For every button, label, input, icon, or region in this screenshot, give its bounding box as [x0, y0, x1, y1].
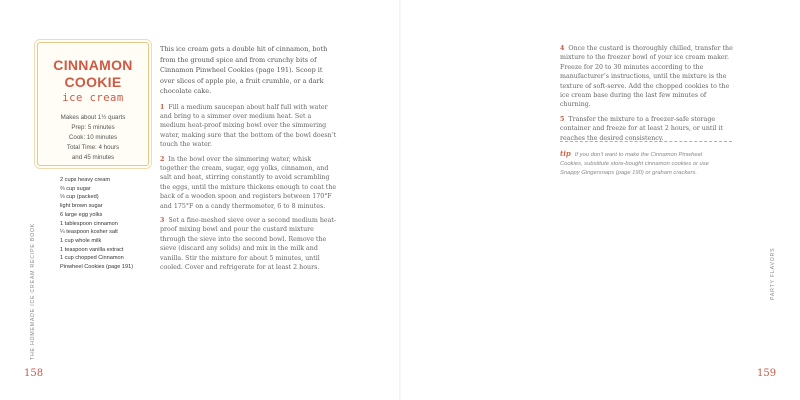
recipe-body-left	[160, 44, 338, 277]
ingredient-item: 1 teaspoon vanilla extract	[60, 246, 124, 253]
ingredient-item: 1 cup whole milk	[60, 237, 102, 244]
total-time: Total Time: 4 hours	[66, 144, 120, 151]
prep-time: Prep: 5 minutes	[71, 124, 115, 131]
recipe-title	[38, 57, 148, 91]
recipe-title-line-2: COOKIE	[64, 74, 122, 90]
step-text: Transfer the mixture to a freezer-safe storage container and freeze for at least 2 hours, or until it reaches the desired consistency.	[560, 115, 723, 142]
step-1	[160, 103, 338, 150]
recipe-intro: This ice cream gets a double hit of cinnamon, both from the ground spice and from crunchy bits of Cinnamon Pinwheel Cookies (page 191). Scoop it over slices of apple pie, a fruit crumble, or a dark chocolate cake.	[160, 45, 328, 95]
step-number: 3	[160, 216, 165, 224]
recipe-subtitle: ice cream	[62, 92, 124, 104]
step-number: 1	[160, 103, 165, 111]
recipe-title-line-1: CINNAMON	[53, 57, 133, 73]
step-text: Once the custard is thoroughly chilled, transfer the mixture to the freezer bowl of your ice cream maker. Freeze for 20 to 30 minutes according to the manufacturer’s instructions, until the mixture is the texture of soft-serve. Add the chopped cookies to the ice cream base during the last few minutes of churning.	[560, 45, 733, 109]
step-text: In the bowl over the simmering water, whisk together the cream, sugar, egg yolks, cinnamon, and salt and heat, stirring constantly to avoid scrambling the eggs, until the mixture thickens enough to coat the back of a wooden spoon and registers between 170°F and 175°F on a candy thermometer, 6 to 8 minutes.	[160, 155, 337, 210]
ingredient-item: 2 cups heavy cream	[60, 177, 111, 183]
ingredient-item: light brown sugar	[60, 203, 103, 210]
page-number-right: 159	[757, 368, 777, 379]
page-number-left: 158	[24, 368, 44, 379]
right-page	[400, 0, 800, 400]
ingredient-item: 1 tablespoon cinnamon	[60, 220, 118, 227]
tip-label: tip	[560, 149, 571, 158]
step-number: 2	[160, 155, 165, 163]
running-head-book-title: THE HOMEMADE ICE CREAM RECIPE BOOK	[30, 222, 36, 360]
step-number: 4	[560, 45, 565, 52]
ingredient-item: 1 cup chopped Cinnamon	[60, 255, 124, 262]
recipe-yield-and-times	[38, 113, 148, 163]
ingredient-item: 6 large egg yolks	[60, 211, 103, 218]
running-head-chapter: PARTY FLAVORS	[770, 247, 776, 300]
recipe-body-right	[560, 44, 736, 148]
step-2	[160, 155, 338, 211]
ingredient-item: ⅓ cup (packed)	[60, 194, 99, 201]
tip-box	[560, 150, 725, 177]
step-number: 5	[560, 115, 565, 123]
step-text: Set a fine-meshed sieve over a second medium heat-proof mixing bowl and pour the custard mixture through the sieve into the second bowl. Remove the sieve (discard any solids) and mix in the milk and vanilla. Stir the mixture for about 5 minutes, until cooled. Cover and refrigerate for at least 2 hours.	[160, 216, 337, 271]
ingredient-item: ⅔ cup sugar	[60, 185, 91, 192]
ingredient-list	[60, 176, 170, 272]
recipe-title-card	[37, 42, 149, 166]
step-text: Fill a medium saucepan about half full with water and bring to a simmer over medium heat. Set a medium heat-proof mixing bowl over the simmering water, making sure that the bottom of the bowl doesn’t touch the water.	[160, 103, 337, 149]
tip-divider	[560, 141, 732, 142]
tip-text: If you don’t want to make the Cinnamon Pinwheel Cookies, substitute store-bought cinnamon cookies or use Snappy Gingersnaps (page 190) or graham crackers.	[560, 152, 709, 176]
ingredient-item: Pinwheel Cookies (page 191)	[60, 264, 134, 271]
total-time-continued: and 45 minutes	[71, 154, 115, 161]
step-4	[560, 44, 736, 110]
step-5	[560, 115, 736, 143]
cook-time: Cook: 10 minutes	[68, 134, 118, 141]
yield: Makes about 1½ quarts	[60, 114, 126, 121]
step-3	[160, 216, 338, 272]
ingredient-item: ¼ teaspoon kosher salt	[60, 229, 118, 236]
